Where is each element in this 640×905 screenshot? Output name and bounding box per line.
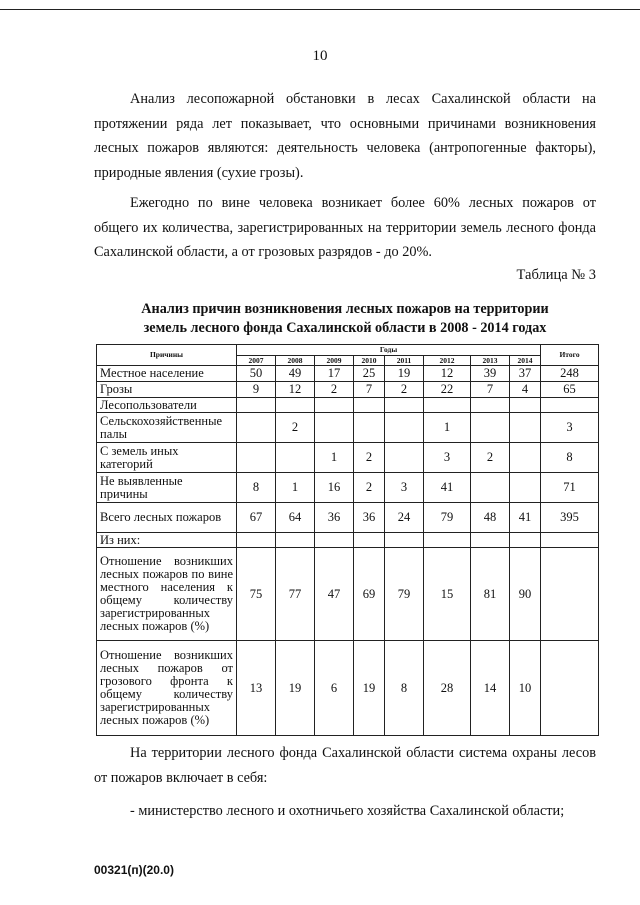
header-rule — [0, 9, 640, 10]
table-cell: 16 — [315, 473, 354, 503]
table-cell — [315, 413, 354, 443]
row-label: С земель иных категорий — [97, 443, 237, 473]
year-header: 2008 — [276, 356, 315, 366]
table-cell: 3 — [424, 443, 471, 473]
table-cell: 19 — [354, 641, 385, 736]
table-cell: 81 — [471, 548, 510, 641]
header-total: Итого — [541, 345, 599, 366]
table-cell — [276, 398, 315, 413]
table-cell: 24 — [385, 503, 424, 533]
table-row — [97, 641, 599, 736]
table-cell: 8 — [385, 641, 424, 736]
total-cell: 8 — [541, 443, 599, 473]
table-cell — [471, 533, 510, 548]
table-row — [97, 413, 599, 443]
row-label: Не выявленные причины — [97, 473, 237, 503]
table-cell — [276, 533, 315, 548]
table-cell — [510, 413, 541, 443]
table-cell: 25 — [354, 366, 385, 382]
table-cell — [315, 533, 354, 548]
table-cell: 36 — [354, 503, 385, 533]
table-body — [97, 366, 599, 736]
table-number: Таблица № 3 — [516, 267, 596, 283]
table-cell: 9 — [237, 382, 276, 398]
table-row — [97, 473, 599, 503]
table-title-line-2: земель лесного фонда Сахалинской области в 2008 - 2014 годах — [143, 320, 547, 336]
table-cell: 28 — [424, 641, 471, 736]
table-cell: 6 — [315, 641, 354, 736]
year-header: 2012 — [424, 356, 471, 366]
table-cell: 39 — [471, 366, 510, 382]
table-cell: 2 — [354, 443, 385, 473]
table-cell: 2 — [354, 473, 385, 503]
body-text-bottom — [94, 741, 596, 790]
total-cell: 71 — [541, 473, 599, 503]
row-label: Сельскохозяйственные палы — [97, 413, 237, 443]
table-title — [94, 300, 596, 338]
table-cell — [471, 473, 510, 503]
total-cell — [541, 398, 599, 413]
row-label: Грозы — [97, 382, 237, 398]
table-cell: 19 — [385, 366, 424, 382]
year-header: 2014 — [510, 356, 541, 366]
table-row — [97, 533, 599, 548]
table-cell: 77 — [276, 548, 315, 641]
table-cell — [354, 413, 385, 443]
total-cell: 248 — [541, 366, 599, 382]
table-cell: 8 — [237, 473, 276, 503]
table-cell: 1 — [424, 413, 471, 443]
table-cell: 3 — [385, 473, 424, 503]
total-cell — [541, 641, 599, 736]
table-cell — [354, 398, 385, 413]
table-row — [97, 366, 599, 382]
table-cell: 41 — [510, 503, 541, 533]
total-cell: 65 — [541, 382, 599, 398]
table-cell: 75 — [237, 548, 276, 641]
table-cell: 64 — [276, 503, 315, 533]
header-causes: Причины — [97, 345, 237, 366]
row-label: Всего лесных пожаров — [97, 503, 237, 533]
table-cell: 79 — [424, 503, 471, 533]
table-cell: 19 — [276, 641, 315, 736]
table-cell: 67 — [237, 503, 276, 533]
body-text-top-2 — [94, 191, 596, 265]
table-cell — [315, 398, 354, 413]
table-cell: 50 — [237, 366, 276, 382]
year-header: 2013 — [471, 356, 510, 366]
table-cell — [424, 398, 471, 413]
table-cell — [237, 533, 276, 548]
table-cell — [385, 413, 424, 443]
table-cell — [385, 398, 424, 413]
table-cell: 47 — [315, 548, 354, 641]
paragraph: - министерство лесного и охотничьего хозяйства Сахалинской области; — [130, 803, 565, 819]
table-cell — [471, 398, 510, 413]
table-cell: 36 — [315, 503, 354, 533]
row-label: Отношение возникших лесных пожаров по вине местного населения к общему количеству зарегистрированных лесных пожаров (%) — [97, 548, 237, 641]
table-cell: 10 — [510, 641, 541, 736]
table-cell: 22 — [424, 382, 471, 398]
table-cell: 12 — [276, 382, 315, 398]
table-cell: 48 — [471, 503, 510, 533]
table-cell — [354, 533, 385, 548]
year-header: 2011 — [385, 356, 424, 366]
table-cell — [471, 413, 510, 443]
table-cell — [237, 398, 276, 413]
table-cell — [510, 443, 541, 473]
table-cell: 1 — [315, 443, 354, 473]
table-cell: 90 — [510, 548, 541, 641]
table-cell: 49 — [276, 366, 315, 382]
row-label: Отношение возникших лесных пожаров от грозового фронта к общему количеству зарегистрированных лесных пожаров (%) — [97, 641, 237, 736]
body-text-bottom-2 — [94, 799, 596, 824]
header-years: Годы — [237, 345, 541, 356]
table-cell — [237, 443, 276, 473]
table-cell: 2 — [385, 382, 424, 398]
table-cell: 41 — [424, 473, 471, 503]
table-cell — [510, 398, 541, 413]
paragraph: Анализ лесопожарной обстановки в лесах Сахалинской области на протяжении ряда лет показывает, что основными причинами возникновения лесных пожаров являются: деятельность человека (антропогенные факторы), природные явления (сухие грозы). — [94, 91, 596, 181]
table-cell: 13 — [237, 641, 276, 736]
table-cell: 7 — [354, 382, 385, 398]
table-cell — [510, 473, 541, 503]
table-cell: 2 — [315, 382, 354, 398]
table-cell: 17 — [315, 366, 354, 382]
total-cell: 395 — [541, 503, 599, 533]
table-cell — [385, 533, 424, 548]
table-row — [97, 548, 599, 641]
row-label: Из них: — [97, 533, 237, 548]
year-header: 2009 — [315, 356, 354, 366]
table-cell: 2 — [276, 413, 315, 443]
total-cell — [541, 548, 599, 641]
table-cell — [385, 443, 424, 473]
page-number: 10 — [312, 48, 328, 64]
table-cell: 14 — [471, 641, 510, 736]
table-cell — [276, 443, 315, 473]
document-code: 00321(п)(20.0) — [94, 863, 174, 877]
table-cell: 2 — [471, 443, 510, 473]
total-cell — [541, 533, 599, 548]
table-cell: 4 — [510, 382, 541, 398]
paragraph: Ежегодно по вине человека возникает более 60% лесных пожаров от общего их количества, зарегистрированных на территории земель лесного фонда Сахалинской области, а от грозовых разрядов - до 20%. — [94, 195, 596, 260]
body-text-top — [94, 87, 596, 185]
fire-causes-table — [96, 344, 599, 736]
table-cell: 7 — [471, 382, 510, 398]
table-cell: 79 — [385, 548, 424, 641]
paragraph: На территории лесного фонда Сахалинской области система охраны лесов от пожаров включает в себя: — [94, 745, 596, 786]
table-cell: 37 — [510, 366, 541, 382]
row-label: Лесопользователи — [97, 398, 237, 413]
table-cell: 69 — [354, 548, 385, 641]
row-label: Местное население — [97, 366, 237, 382]
year-header: 2007 — [237, 356, 276, 366]
year-header: 2010 — [354, 356, 385, 366]
table-cell — [510, 533, 541, 548]
table-title-line-1: Анализ причин возникновения лесных пожаров на территории — [141, 301, 549, 317]
table-row — [97, 443, 599, 473]
table-cell: 12 — [424, 366, 471, 382]
table-cell — [424, 533, 471, 548]
table-cell — [237, 413, 276, 443]
table-row — [97, 382, 599, 398]
total-cell: 3 — [541, 413, 599, 443]
table-row — [97, 503, 599, 533]
table-cell: 1 — [276, 473, 315, 503]
table-cell: 15 — [424, 548, 471, 641]
table-row — [97, 398, 599, 413]
